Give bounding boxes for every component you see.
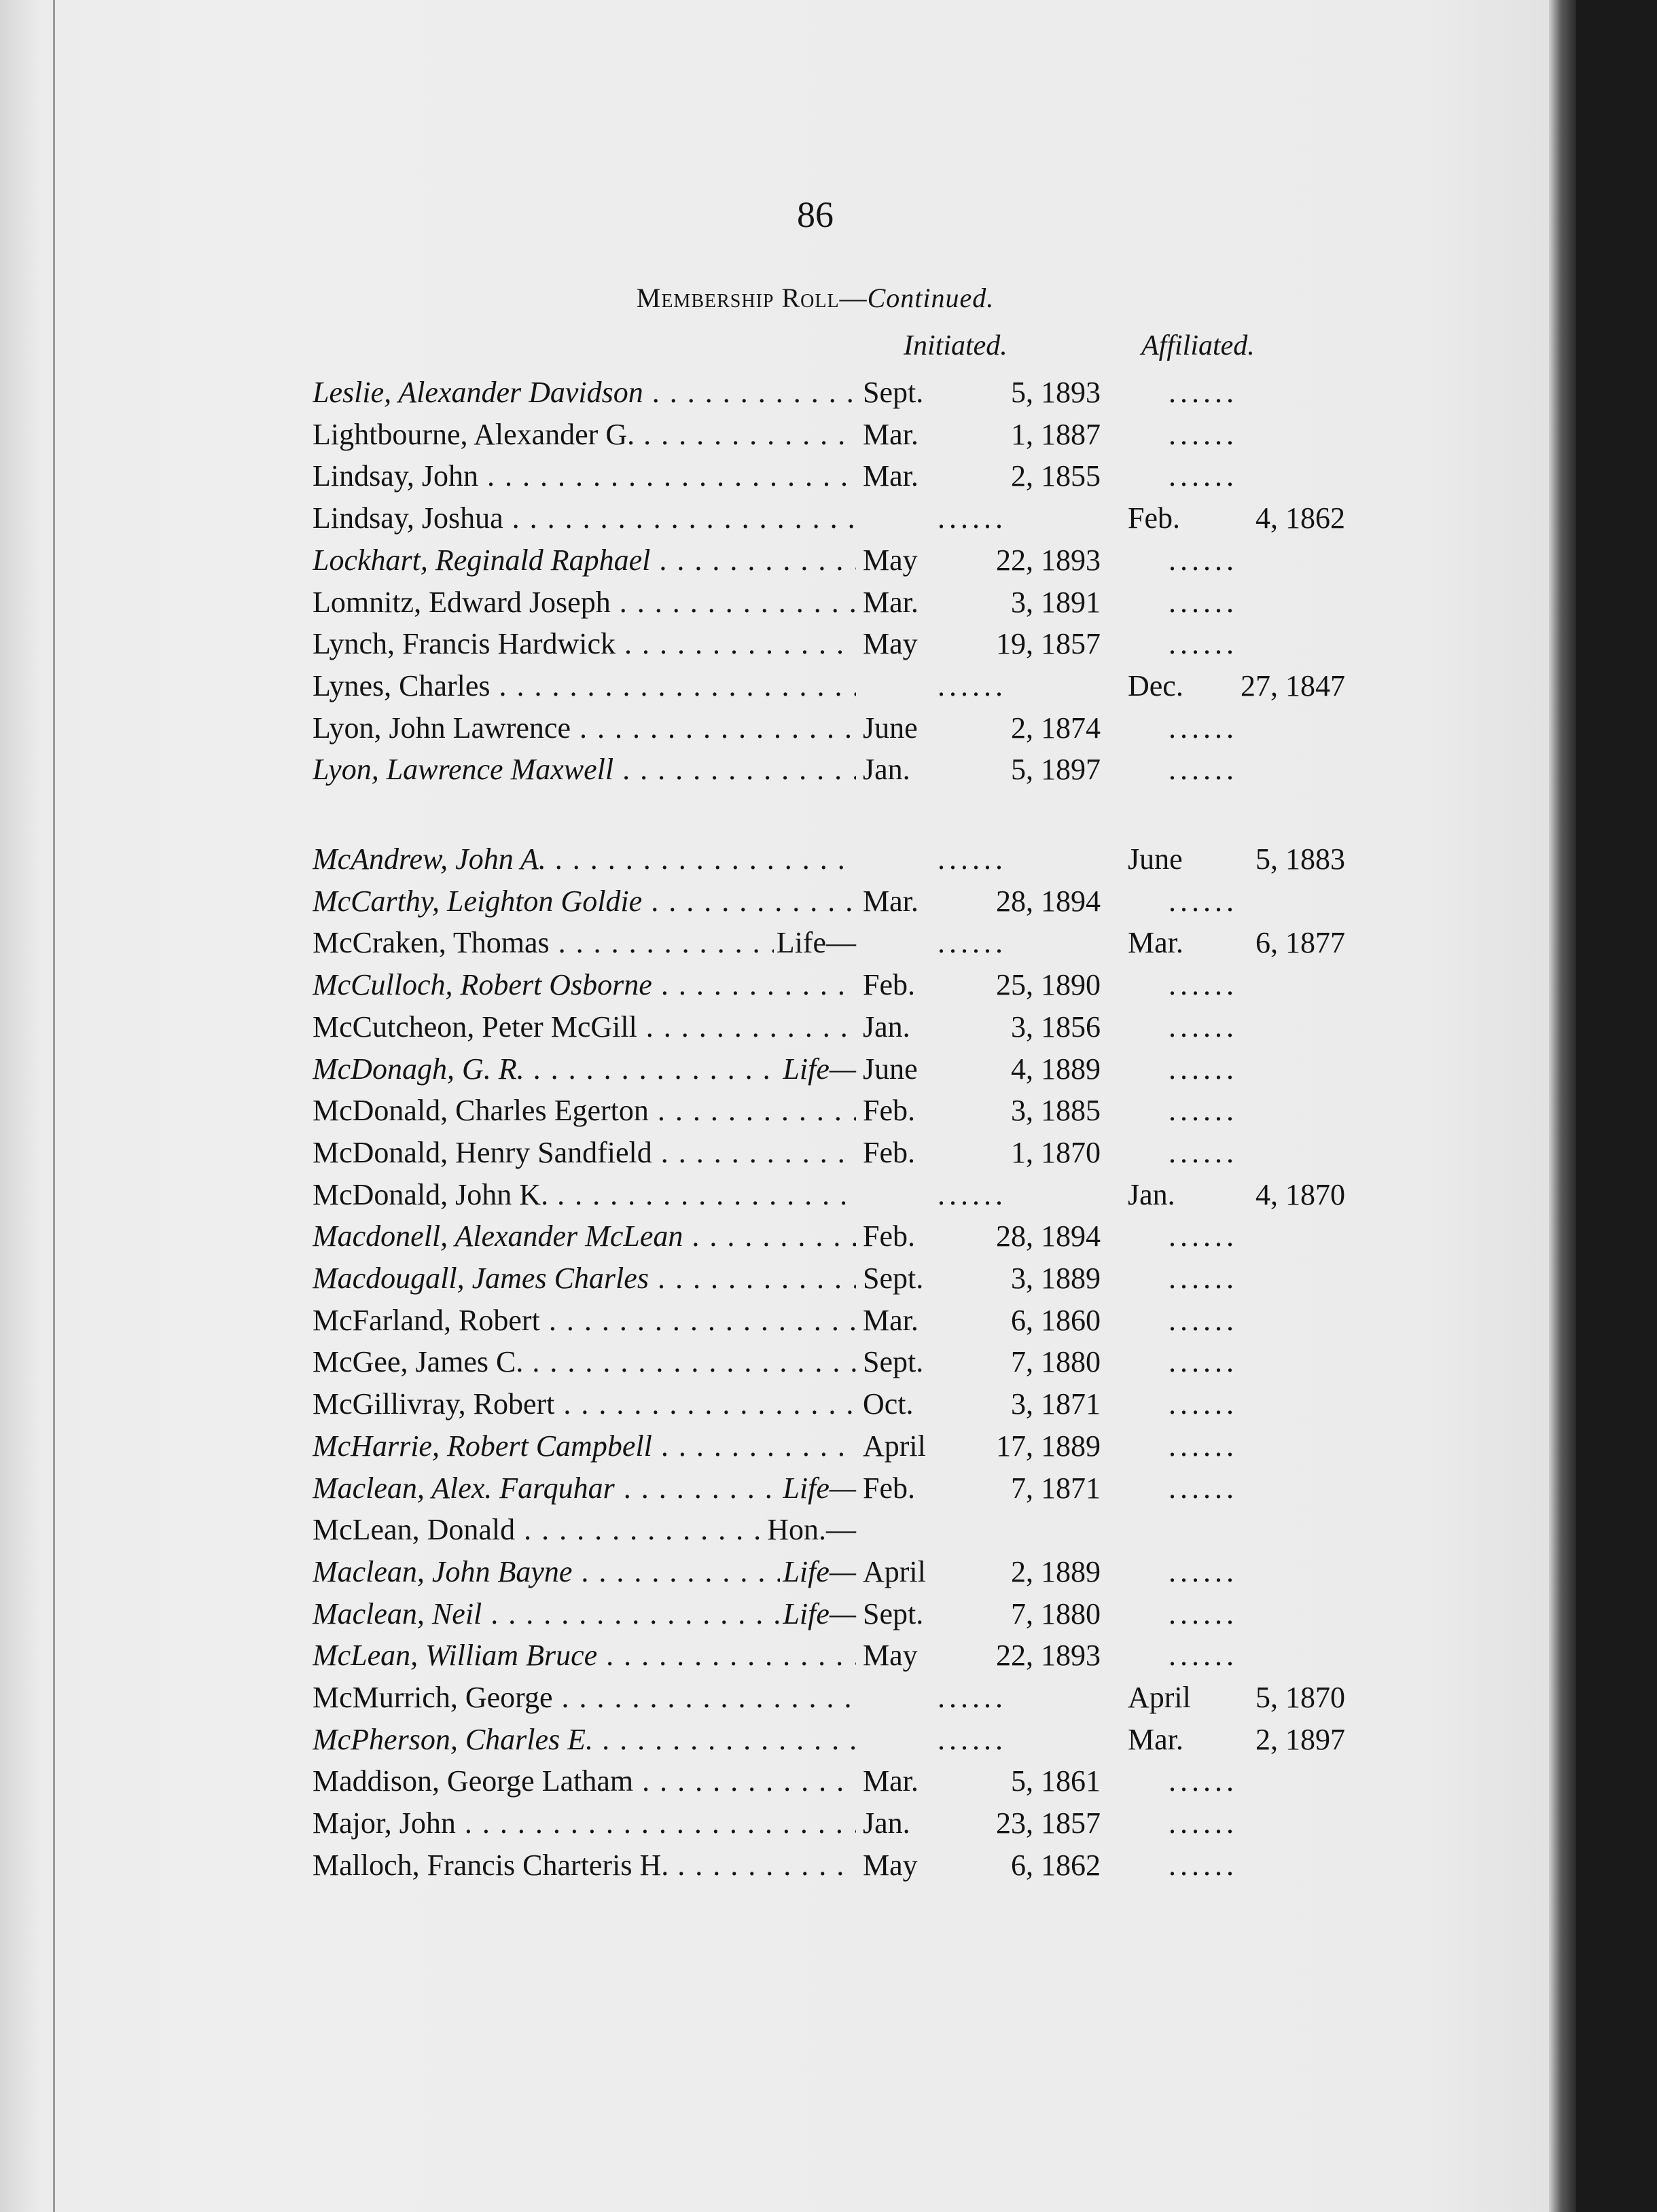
date-month: Mar. xyxy=(863,1303,919,1337)
date-day-year: 25, 1890 xyxy=(996,968,1101,1002)
member-name xyxy=(313,751,856,789)
member-name-text: McLean, William Bruce xyxy=(313,1639,598,1673)
roll-entry xyxy=(313,1804,1372,1842)
roll-entry xyxy=(313,882,1372,921)
leader-dots: ...... xyxy=(1169,1052,1238,1086)
date-day-year: 5, 1861 xyxy=(1011,1764,1101,1798)
roll-entry xyxy=(313,416,1372,454)
date-day-year: 22, 1893 xyxy=(996,543,1101,577)
member-name xyxy=(313,1008,856,1046)
member-name xyxy=(313,1637,856,1675)
roll-entry xyxy=(313,1637,1372,1675)
leader-dots: ...... xyxy=(1169,1848,1238,1882)
date-month: Jan. xyxy=(1128,1177,1175,1211)
date-month: April xyxy=(863,1429,926,1463)
member-name xyxy=(313,667,856,705)
roll-entry xyxy=(313,1008,1372,1046)
date-day-year: 2, 1855 xyxy=(1011,459,1101,493)
date-day-year: 22, 1893 xyxy=(996,1639,1101,1673)
page-number: 86 xyxy=(797,194,834,235)
leader-dots: ...... xyxy=(938,1722,1007,1756)
roll-entry xyxy=(313,374,1372,412)
leader-dots: ...... xyxy=(1169,585,1238,619)
member-name xyxy=(313,1847,856,1885)
member-name xyxy=(313,1343,856,1381)
leader-dots: ...... xyxy=(938,501,1007,535)
member-name xyxy=(313,1595,856,1633)
member-name-text: Maclean, John Bayne xyxy=(313,1554,573,1588)
leader-dots: ...... xyxy=(1169,1094,1238,1128)
member-name xyxy=(313,457,856,495)
membership-type: Life— xyxy=(774,924,856,962)
member-name-text: McAndrew, John A. xyxy=(313,842,546,876)
date-day-year: 1, 1870 xyxy=(1011,1135,1101,1169)
date-day-year: 7, 1871 xyxy=(1011,1471,1101,1505)
date-day-year: 6, 1862 xyxy=(1011,1848,1101,1882)
date-day-year: 28, 1894 xyxy=(996,884,1101,918)
roll-entry xyxy=(313,1050,1372,1088)
date-month: May xyxy=(863,1639,918,1673)
date-month: Sept. xyxy=(863,1596,924,1630)
date-month: June xyxy=(1128,842,1183,876)
roll-entry xyxy=(313,584,1372,622)
date-month: Sept. xyxy=(863,1345,924,1379)
roll-entry xyxy=(313,751,1372,789)
date-month: Mar. xyxy=(863,417,919,451)
date-day-year: 19, 1857 xyxy=(996,627,1101,661)
leader-dots: ...... xyxy=(1169,1764,1238,1798)
roll-entry xyxy=(313,1260,1372,1298)
date-day-year: 7, 1880 xyxy=(1011,1596,1101,1630)
member-name-text: Lightbourne, Alexander G. xyxy=(313,417,635,451)
leader-dots: ...... xyxy=(1169,1219,1238,1253)
date-month: Jan. xyxy=(863,753,910,787)
member-name xyxy=(313,1217,856,1255)
member-name-text: McMurrich, George xyxy=(313,1681,553,1714)
roll-entry xyxy=(313,1511,1372,1549)
heading-title: Membership Roll— xyxy=(636,283,868,313)
leader-dots: ...... xyxy=(1169,1345,1238,1379)
leader-dots: ...... xyxy=(1169,753,1238,787)
leader-dots: ...... xyxy=(1169,884,1238,918)
member-name xyxy=(313,541,856,579)
member-name xyxy=(313,1092,856,1130)
membership-type: Hon.— xyxy=(764,1511,856,1549)
member-name-text: Maddison, George Latham xyxy=(313,1764,634,1798)
member-name xyxy=(313,1553,856,1591)
member-name-text: Lockhart, Reginald Raphael xyxy=(313,543,651,577)
member-name-text: Leslie, Alexander Davidson xyxy=(313,376,643,409)
date-month: Mar. xyxy=(863,884,919,918)
date-day-year: 5, 1883 xyxy=(1255,842,1345,876)
date-month: Mar. xyxy=(1128,1722,1183,1756)
member-name-text: Lyon, John Lawrence xyxy=(313,711,571,745)
member-name-text: Major, John xyxy=(313,1806,456,1840)
membership-type: Life— xyxy=(780,1595,856,1633)
date-day-year: 5, 1893 xyxy=(1011,376,1101,409)
roll-entry xyxy=(313,1217,1372,1255)
leader-dots: ...... xyxy=(1169,1596,1238,1630)
roll-entry xyxy=(313,1427,1372,1465)
member-name xyxy=(313,1385,856,1423)
roll-entry xyxy=(313,667,1372,705)
membership-type: Life— xyxy=(780,1050,856,1088)
member-name-text: McDonald, John K. xyxy=(313,1177,549,1211)
membership-type: Life— xyxy=(780,1469,856,1508)
roll-entry xyxy=(313,1385,1372,1423)
date-day-year: 5, 1897 xyxy=(1011,753,1101,787)
leader-dots: ...... xyxy=(1169,1471,1238,1505)
date-month: May xyxy=(863,627,918,661)
roll-entry xyxy=(313,625,1372,663)
date-month: Sept. xyxy=(863,376,924,409)
member-name xyxy=(313,1176,856,1214)
leader-dots: ...... xyxy=(1169,1303,1238,1337)
date-day-year: 23, 1857 xyxy=(996,1806,1101,1840)
date-day-year: 3, 1871 xyxy=(1011,1387,1101,1421)
date-day-year: 17, 1889 xyxy=(996,1429,1101,1463)
date-month: Jan. xyxy=(863,1010,910,1043)
member-name xyxy=(313,584,856,622)
member-name-text: McCulloch, Robert Osborne xyxy=(313,968,652,1002)
date-day-year: 6, 1877 xyxy=(1255,926,1345,960)
member-name xyxy=(313,1134,856,1172)
leader-dots: ...... xyxy=(1169,1135,1238,1169)
member-name-text: Macdonell, Alexander McLean xyxy=(313,1219,683,1253)
date-day-year: 3, 1856 xyxy=(1011,1010,1101,1043)
date-month: Dec. xyxy=(1128,668,1183,702)
roll-entry xyxy=(313,924,1372,962)
leader-dots: ...... xyxy=(1169,1429,1238,1463)
leader-dots: ...... xyxy=(1169,543,1238,577)
column-header-affiliated: Affiliated. xyxy=(1141,330,1255,361)
date-day-year: 3, 1885 xyxy=(1011,1094,1101,1128)
member-name-text: McCutcheon, Peter McGill xyxy=(313,1010,637,1043)
date-day-year: 4, 1889 xyxy=(1011,1052,1101,1086)
roll-entry xyxy=(313,1302,1372,1340)
roll-entry xyxy=(313,1847,1372,1885)
leader-dots: ...... xyxy=(938,926,1007,960)
date-month: Mar. xyxy=(1128,926,1183,960)
member-name-text: Macdougall, James Charles xyxy=(313,1262,649,1295)
leader-dots: ...... xyxy=(1169,968,1238,1002)
member-name xyxy=(313,840,856,878)
date-month: Jan. xyxy=(863,1806,910,1840)
roll-entry xyxy=(313,541,1372,579)
roll-entry xyxy=(313,1553,1372,1591)
leader-dots: ...... xyxy=(1169,1639,1238,1673)
member-name xyxy=(313,1469,856,1508)
leader-dots: ...... xyxy=(1169,417,1238,451)
member-name xyxy=(313,709,856,747)
date-day-year: 4, 1870 xyxy=(1255,1177,1345,1211)
date-month: Feb. xyxy=(863,1135,915,1169)
member-name xyxy=(313,1427,856,1465)
member-name-text: Maclean, Neil xyxy=(313,1596,482,1630)
date-month: Feb. xyxy=(1128,501,1180,535)
member-name xyxy=(313,1050,856,1088)
book-binding-edge xyxy=(1549,0,1576,2212)
member-name xyxy=(313,499,856,537)
member-name-text: Lynes, Charles xyxy=(313,668,491,702)
member-name-text: McDonald, Charles Egerton xyxy=(313,1094,649,1128)
leader-dots: ...... xyxy=(938,842,1007,876)
member-name-text: McDonald, Henry Sandfield xyxy=(313,1135,652,1169)
date-month: June xyxy=(863,711,918,745)
date-day-year: 6, 1860 xyxy=(1011,1303,1101,1337)
member-name-text: Lindsay, John xyxy=(313,459,479,493)
roll-entry xyxy=(313,1343,1372,1381)
member-name-text: McPherson, Charles E. xyxy=(313,1722,594,1756)
member-name-text: Lomnitz, Edward Joseph xyxy=(313,585,611,619)
member-name-text: McLean, Donald xyxy=(313,1513,516,1547)
roll-entry xyxy=(313,1134,1372,1172)
member-name-text: McDonagh, G. R. xyxy=(313,1052,524,1086)
date-month: Feb. xyxy=(863,1471,915,1505)
roll-entry xyxy=(313,499,1372,537)
roll-entry xyxy=(313,840,1372,878)
date-day-year: 1, 1887 xyxy=(1011,417,1101,451)
date-month: June xyxy=(863,1052,918,1086)
date-day-year: 5, 1870 xyxy=(1255,1681,1345,1714)
heading-continued: Continued. xyxy=(867,283,995,313)
leader-dots: ...... xyxy=(1169,1010,1238,1043)
date-day-year: 3, 1889 xyxy=(1011,1262,1101,1295)
member-name-text: Lynch, Francis Hardwick xyxy=(313,627,616,661)
roll-entry xyxy=(313,1092,1372,1130)
date-day-year: 27, 1847 xyxy=(1241,668,1345,702)
leader-dots: ...... xyxy=(938,668,1007,702)
date-month: Feb. xyxy=(863,1094,915,1128)
column-header-initiated: Initiated. xyxy=(904,330,1008,361)
leader-dots: ...... xyxy=(1169,1387,1238,1421)
member-name xyxy=(313,1679,856,1717)
date-month: May xyxy=(863,543,918,577)
date-month: May xyxy=(863,1848,918,1882)
date-month: Mar. xyxy=(863,585,919,619)
member-name-text: McGee, James C. xyxy=(313,1345,524,1379)
roll-entry xyxy=(313,709,1372,747)
date-day-year: 3, 1891 xyxy=(1011,585,1101,619)
roll-entry xyxy=(313,966,1372,1004)
roll-entry xyxy=(313,457,1372,495)
roll-entry xyxy=(313,1595,1372,1633)
section-heading xyxy=(408,282,1223,314)
member-name xyxy=(313,1302,856,1340)
leader-dots: ...... xyxy=(1169,1554,1238,1588)
leader-dots: ...... xyxy=(1169,627,1238,661)
date-month: Feb. xyxy=(863,1219,915,1253)
roll-entry xyxy=(313,1176,1372,1214)
member-name-text: McHarrie, Robert Campbell xyxy=(313,1429,652,1463)
leader-dots: ...... xyxy=(938,1177,1007,1211)
date-day-year: 7, 1880 xyxy=(1011,1345,1101,1379)
date-month: Mar. xyxy=(863,1764,919,1798)
date-day-year: 2, 1874 xyxy=(1011,711,1101,745)
date-day-year: 28, 1894 xyxy=(996,1219,1101,1253)
date-month: Oct. xyxy=(863,1387,914,1421)
leader-dots: ...... xyxy=(1169,1806,1238,1840)
date-month: Feb. xyxy=(863,968,915,1002)
roll-entry xyxy=(313,1762,1372,1800)
leader-dots: ...... xyxy=(1169,711,1238,745)
member-name-text: Lyon, Lawrence Maxwell xyxy=(313,753,614,787)
date-month: Mar. xyxy=(863,459,919,493)
date-month: April xyxy=(863,1554,926,1588)
member-name xyxy=(313,374,856,412)
membership-type: Life— xyxy=(780,1553,856,1591)
date-day-year: 2, 1897 xyxy=(1255,1722,1345,1756)
date-month: April xyxy=(1128,1681,1191,1714)
member-name xyxy=(313,625,856,663)
roll-entry xyxy=(313,1721,1372,1759)
member-name-text: Maclean, Alex. Farquhar xyxy=(313,1471,615,1505)
member-name xyxy=(313,1260,856,1298)
member-name xyxy=(313,882,856,921)
leader-dots: ...... xyxy=(938,1681,1007,1714)
member-name xyxy=(313,416,856,454)
member-name-text: McFarland, Robert xyxy=(313,1303,540,1337)
member-name-text: McCraken, Thomas xyxy=(313,926,550,960)
date-day-year: 2, 1889 xyxy=(1011,1554,1101,1588)
leader-dots: ...... xyxy=(1169,1262,1238,1295)
member-name xyxy=(313,1804,856,1842)
roll-entry xyxy=(313,1469,1372,1508)
roll-entry xyxy=(313,1679,1372,1717)
member-name-text: Lindsay, Joshua xyxy=(313,501,503,535)
page-edge-line xyxy=(53,0,55,2212)
member-name-text: McGillivray, Robert xyxy=(313,1387,555,1421)
leader-dots: ...... xyxy=(1169,459,1238,493)
member-name xyxy=(313,1762,856,1800)
member-name-text: Malloch, Francis Charteris H. xyxy=(313,1848,669,1882)
leader-dots: ...... xyxy=(1169,376,1238,409)
date-month: Sept. xyxy=(863,1262,924,1295)
member-name-text: McCarthy, Leighton Goldie xyxy=(313,884,643,918)
member-name xyxy=(313,1721,856,1759)
member-name xyxy=(313,966,856,1004)
date-day-year: 4, 1862 xyxy=(1255,501,1345,535)
